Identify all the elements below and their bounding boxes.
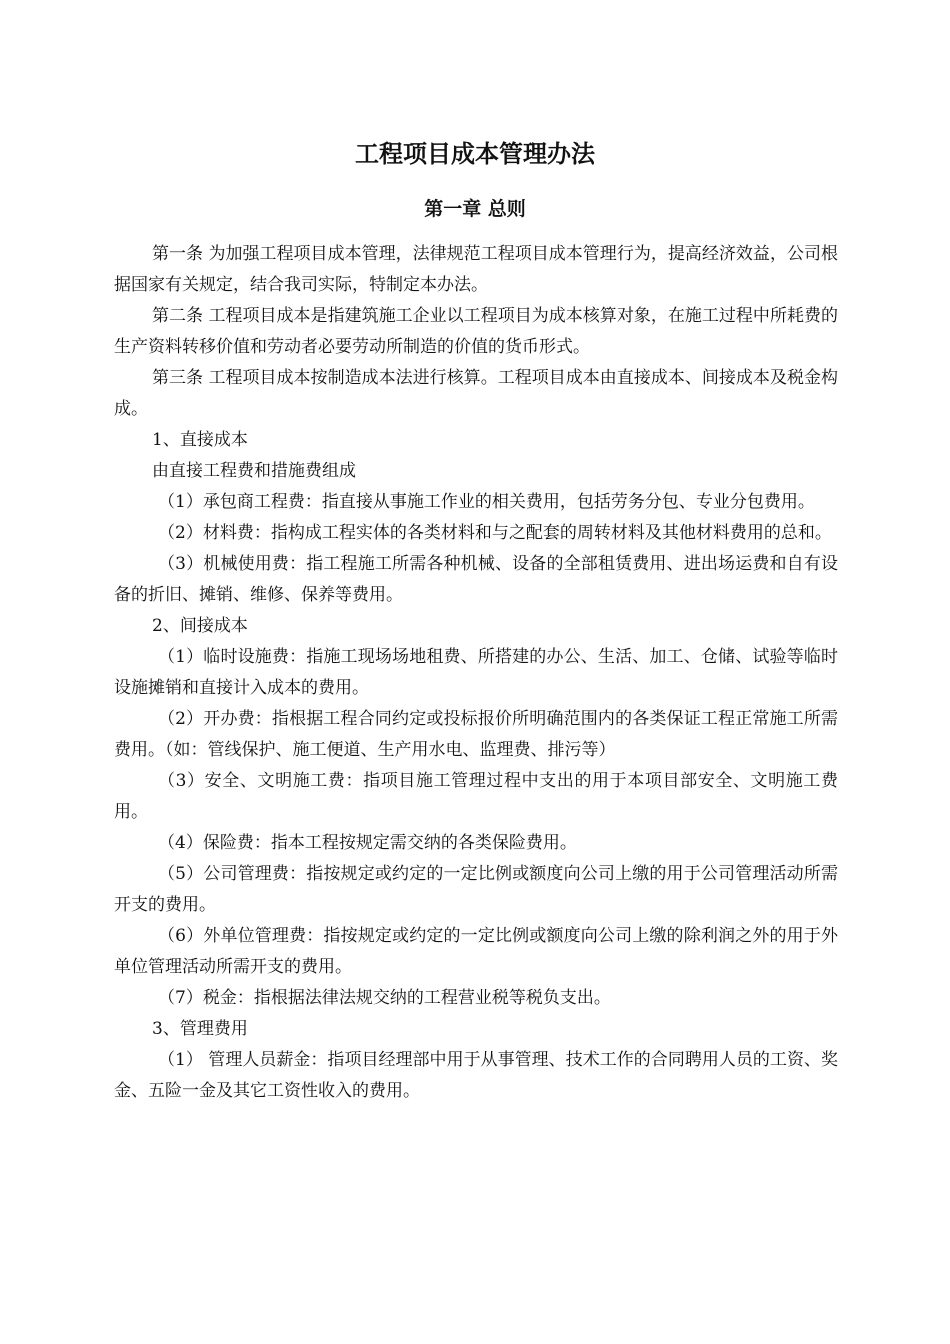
section-direct-cost-heading: 1、直接成本 [152,430,248,450]
document-body [114,239,838,1107]
company-management-fee-item: （5）公司管理费：指按规定或约定的一定比例或额度向公司上缴的用于公司管理活动所需开支的费用。 [114,864,838,915]
chapter-heading: 第一章 总则 [424,198,526,220]
safety-civilized-fee-item: （3）安全、文明施工费：指项目施工管理过程中支出的用于本项目部安全、文明施工费用。 [114,771,838,822]
document-title: 工程项目成本管理办法 [355,139,595,168]
article-1-paragraph: 第一条 为加强工程项目成本管理，法律规范工程项目成本管理行为，提高经济效益，公司根据国家有关规定，结合我司实际，特制定本办法。 [114,244,838,295]
insurance-fee-item: （4）保险费：指本工程按规定需交纳的各类保险费用。 [158,833,577,853]
article-2-paragraph: 第二条 工程项目成本是指建筑施工企业以工程项目为成本核算对象，在施工过程中所耗费的生产资料转移价值和劳动者必要劳动所制造的价值的货币形式。 [114,306,838,357]
tax-item: （7）税金：指根据法律法规交纳的工程营业税等税负支出。 [158,988,611,1008]
machinery-fee-item: （3）机械使用费：指工程施工所需各种机械、设备的全部租赁费用、进出场运费和自有设备的折旧、摊销、维修、保养等费用。 [114,554,838,605]
material-fee-item: （2）材料费：指构成工程实体的各类材料和与之配套的周转材料及其他材料费用的总和。 [158,523,832,543]
management-salary-item: （1） 管理人员薪金：指项目经理部中用于从事管理、技术工作的合同聘用人员的工资、奖金、五险一金及其它工资性收入的费用。 [114,1050,838,1101]
section-management-cost-heading: 3、管理费用 [152,1019,248,1039]
article-3-paragraph: 第三条 工程项目成本按制造成本法进行核算。工程项目成本由直接成本、间接成本及税金构成。 [114,368,838,419]
temporary-facility-fee-item: （1）临时设施费：指施工现场场地租费、所搭建的办公、生活、加工、仓储、试验等临时设施摊销和直接计入成本的费用。 [114,647,838,698]
direct-cost-composition: 由直接工程费和措施费组成 [152,461,356,481]
external-management-fee-item: （6）外单位管理费：指按规定或约定的一定比例或额度向公司上缴的除利润之外的用于外单位管理活动所需开支的费用。 [114,926,838,977]
contractor-fee-item: （1）承包商工程费：指直接从事施工作业的相关费用，包括劳务分包、专业分包费用。 [158,492,815,512]
section-indirect-cost-heading: 2、间接成本 [152,616,248,636]
startup-fee-item: （2）开办费：指根据工程合同约定或投标报价所明确范围内的各类保证工程正常施工所需费用。（如：管线保护、施工便道、生产用水电、监理费、排污等） [114,709,838,760]
